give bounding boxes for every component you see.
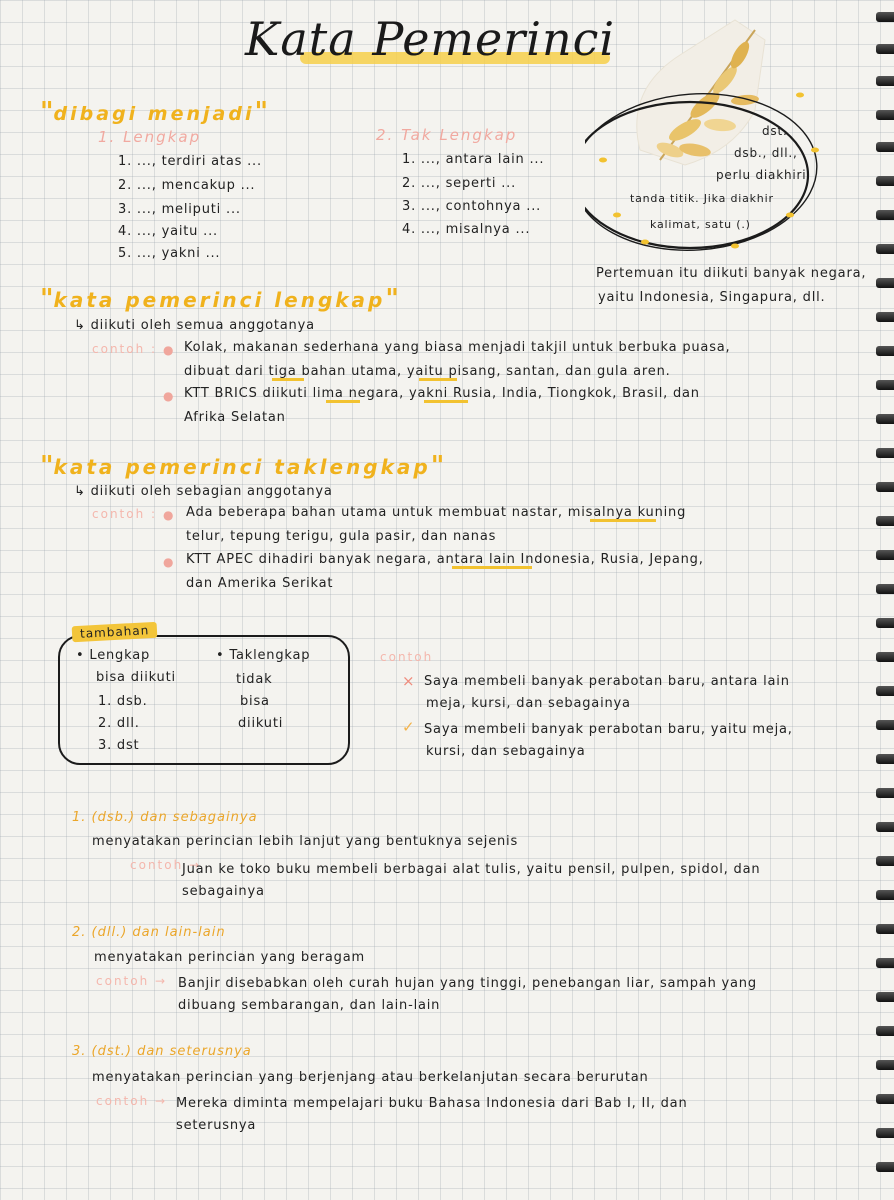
page-title: Kata Pemerinci [245, 12, 616, 66]
bullet-icon: ● [163, 389, 174, 403]
abbr-example-dsb: Juan ke toko buku membeli berbagai alat tulis, yaitu pensil, pulpen, spidol, dan [182, 862, 761, 877]
tambahan-tag: tambahan [72, 622, 158, 642]
contoh2-label: contoh [380, 650, 434, 664]
divided-heading: "dibagi menjadi" [40, 97, 269, 127]
abbr-desc-dsb: menyatakan perincian lebih lanjut yang bentuknya sejenis [92, 834, 519, 849]
tambahan-right-item: tidak [236, 672, 273, 687]
abbr-desc-dst: menyatakan perincian yang berjenjang atau berkelanjutan secara berurutan [92, 1070, 649, 1085]
abbr-contoh-dll: contoh → [96, 974, 168, 988]
col1-item: 5. ..., yakni ... [118, 246, 221, 261]
note-line-5: kalimat, satu (.) [650, 218, 751, 231]
lengkap-contoh-label: contoh : [92, 342, 158, 356]
abbr-example-dll-b: dibuang sembarangan, dan lain-lain [178, 998, 441, 1013]
taklengkap-example-2b: dan Amerika Serikat [186, 576, 334, 591]
abbr-example-dst: Mereka diminta mempelajari buku Bahasa Indonesia dari Bab I, II, dan [176, 1096, 688, 1111]
note-example-2: yaitu Indonesia, Singapura, dll. [598, 290, 826, 305]
col1-title: 1. Lengkap [98, 128, 202, 146]
taklengkap-subtitle: ↳ diikuti oleh sebagian anggotanya [74, 484, 333, 499]
lengkap-example-2: KTT BRICS diikuti lima negara, yakni Rusia, India, Tiongkok, Brasil, dan [184, 386, 700, 401]
underline-yaitu [419, 378, 457, 381]
underline-antara-lain [452, 566, 532, 569]
taklengkap-heading: "kata pemerinci taklengkap" [40, 451, 445, 481]
tambahan-left-item: 1. dsb. [98, 694, 148, 709]
note-line-3: perlu diakhiri [716, 168, 807, 182]
right-example-1: Saya membeli banyak perabotan baru, yaitu meja, [424, 722, 793, 737]
tambahan-left-item: 3. dst [98, 738, 140, 753]
tambahan-right-item: bisa [240, 694, 270, 709]
taklengkap-contoh-label: contoh : [92, 507, 158, 521]
lengkap-example-1b: dibuat dari tiga bahan utama, yaitu pisang, santan, dan gula aren. [184, 364, 671, 379]
taklengkap-example-2: KTT APEC dihadiri banyak negara, antara lain Indonesia, Rusia, Jepang, [186, 552, 704, 567]
col2-item: 1. ..., antara lain ... [402, 152, 545, 167]
tambahan-right-item: diikuti [238, 716, 284, 731]
col1-item: 4. ..., yaitu ... [118, 224, 218, 239]
lengkap-example-2b: Afrika Selatan [184, 410, 286, 425]
col2-title: 2. Tak Lengkap [376, 126, 518, 144]
abbr-contoh-dsb: contoh → [130, 858, 202, 872]
underline-yakni [424, 400, 468, 403]
col1-item: 1. ..., terdiri atas ... [118, 154, 262, 169]
cross-icon: × [402, 672, 415, 690]
abbr-heading-dsb: 1. (dsb.) dan sebagainya [72, 810, 258, 825]
tambahan-left-item: 2. dll. [98, 716, 140, 731]
tambahan-left-item: bisa diikuti [96, 670, 176, 685]
taklengkap-example-1b: telur, tepung terigu, gula pasir, dan nanas [186, 529, 497, 544]
note-example-1: Pertemuan itu diikuti banyak negara, [596, 266, 867, 281]
underline-lima [326, 400, 360, 403]
abbr-example-dsb-b: sebagainya [182, 884, 265, 899]
wrong-example-1b: meja, kursi, dan sebagainya [426, 696, 631, 711]
bullet-icon: ● [163, 343, 174, 357]
taklengkap-example-1: Ada beberapa bahan utama untuk membuat nastar, misalnya kuning [186, 505, 687, 520]
abbr-desc-dll: menyatakan perincian yang beragam [94, 950, 365, 965]
note-line-1: dst. [762, 124, 788, 138]
check-icon: ✓ [402, 718, 415, 736]
lengkap-example-1: Kolak, makanan sederhana yang biasa menjadi takjil untuk berbuka puasa, [184, 340, 731, 355]
underline-tiga [272, 378, 304, 381]
abbr-contoh-dst: contoh → [96, 1094, 168, 1108]
col2-item: 4. ..., misalnya ... [402, 222, 531, 237]
col1-item: 2. ..., mencakup ... [118, 178, 256, 193]
abbr-heading-dll: 2. (dll.) dan lain-lain [72, 925, 226, 940]
col1-item: 3. ..., meliputi ... [118, 202, 241, 217]
bullet-icon: ● [163, 508, 174, 522]
tambahan-left-title: • Lengkap [76, 648, 151, 663]
abbr-example-dll: Banjir disebabkan oleh curah hujan yang tinggi, penebangan liar, sampah yang [178, 976, 757, 991]
right-example-1b: kursi, dan sebagainya [426, 744, 586, 759]
note-line-2: dsb., dll., [734, 146, 798, 160]
bullet-icon: ● [163, 555, 174, 569]
wrong-example-1: Saya membeli banyak perabotan baru, antara lain [424, 674, 790, 689]
note-line-4: tanda titik. Jika diakhir [630, 192, 774, 205]
abbr-heading-dst: 3. (dst.) dan seterusnya [72, 1044, 252, 1059]
tambahan-right-title: • Taklengkap [216, 648, 311, 663]
underline-misalnya [590, 519, 656, 522]
abbr-example-dst-b: seterusnya [176, 1118, 257, 1133]
col2-item: 3. ..., contohnya ... [402, 199, 542, 214]
lengkap-subtitle: ↳ diikuti oleh semua anggotanya [74, 318, 315, 333]
lengkap-heading: "kata pemerinci lengkap" [40, 284, 399, 314]
col2-item: 2. ..., seperti ... [402, 176, 517, 191]
